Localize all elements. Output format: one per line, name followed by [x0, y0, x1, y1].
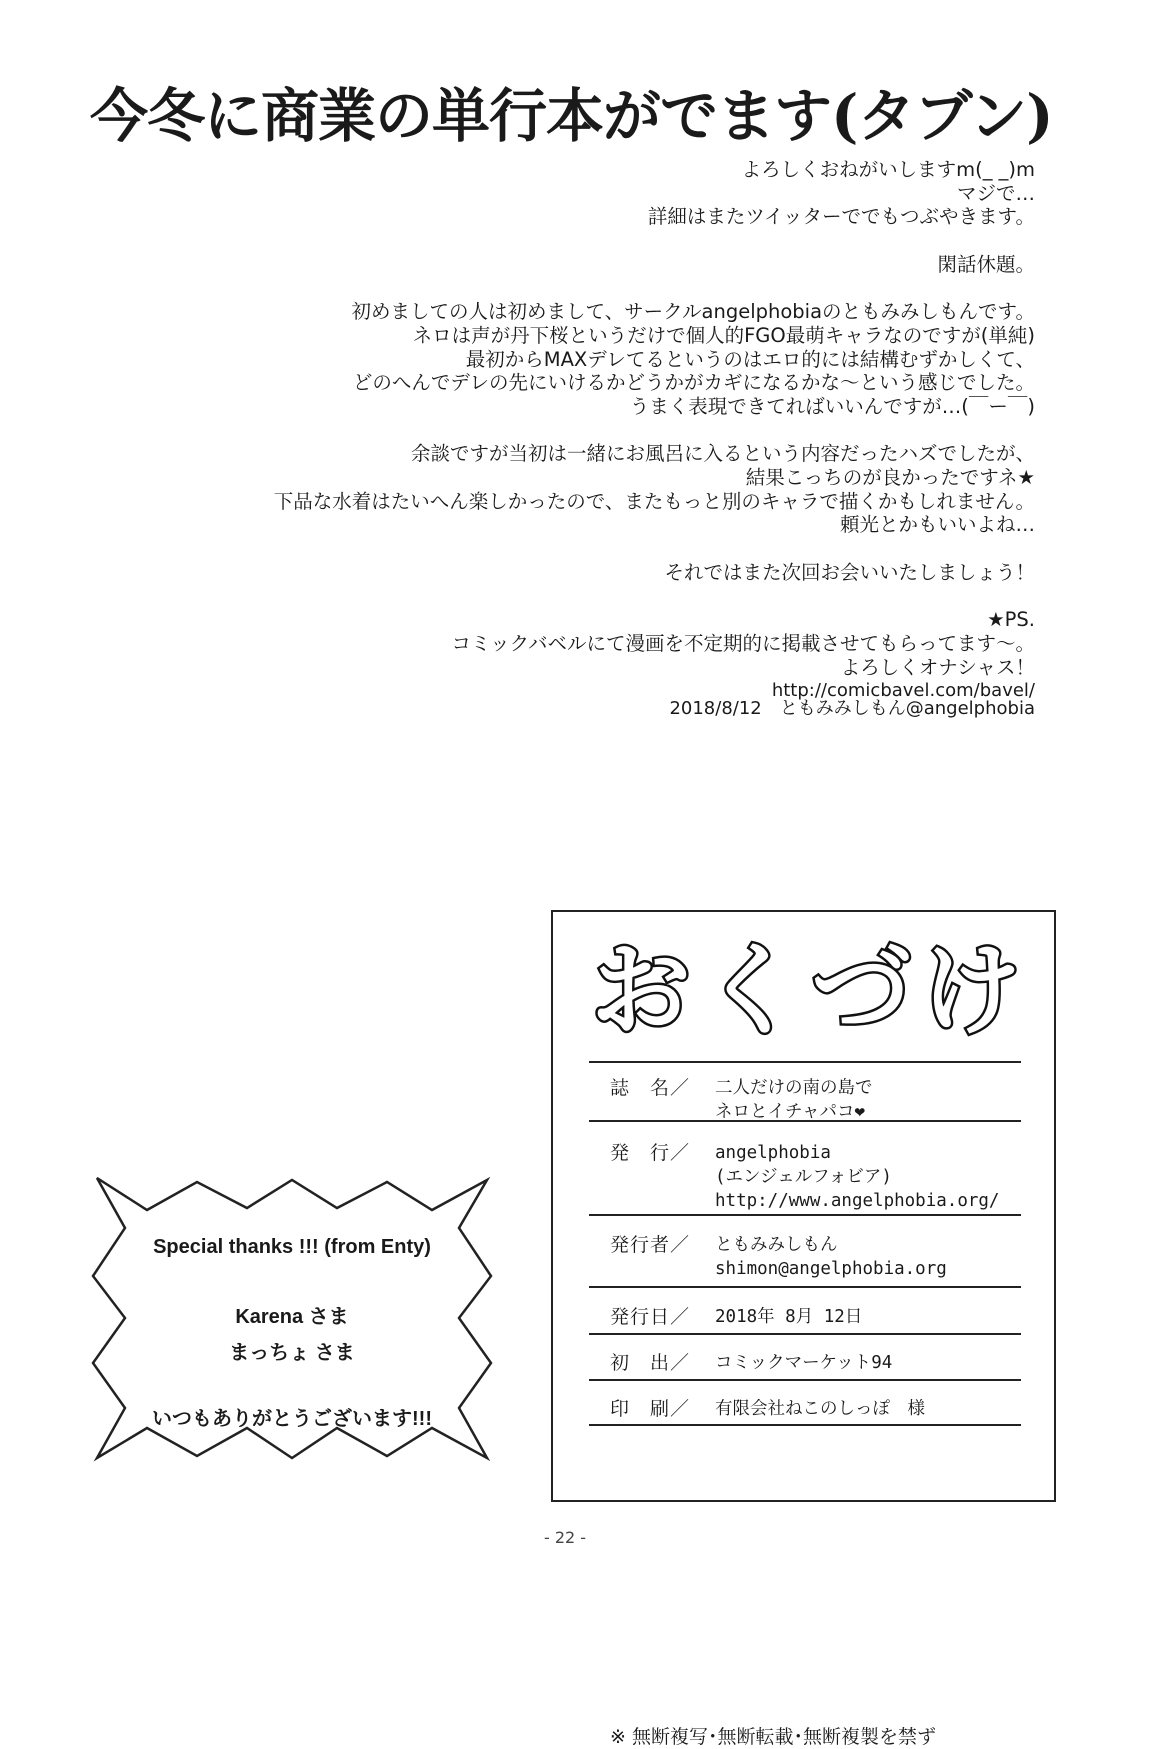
colophon-label: 誌 名／ — [610, 1077, 691, 1099]
afterword-line: 余談ですが当初は一緒にお風呂に入るという内容だったハズでしたが、 — [410, 442, 1035, 466]
colophon-label: 発行者／ — [610, 1234, 691, 1256]
colophon-value: shimon@angelphobia.org — [715, 1259, 947, 1279]
colophon-value: (エンジェルフォビア) — [715, 1167, 892, 1187]
line-gap — [95, 418, 1035, 442]
colophon-row — [610, 1305, 1030, 1329]
afterword-line: それではまた次回お会いいたしましょう！ — [664, 560, 1035, 584]
colophon-value: ネロとイチャパコ❤ — [715, 1102, 866, 1122]
divider — [589, 1424, 1021, 1426]
title-glyph: づ — [811, 931, 911, 1049]
title-glyph: く — [701, 931, 801, 1049]
signature-line: 2018/8/12 ともみみしもん@angelphobia — [669, 698, 1035, 719]
colophon-label: 発 行／ — [610, 1142, 691, 1164]
afterword-line: コミックバベルにて漫画を不定期的に掲載させてもらってます～。 — [451, 631, 1035, 655]
thanks-heading: Special thanks !!! (from Enty) — [153, 1236, 431, 1258]
line-gap — [95, 537, 1035, 561]
colophon-row — [610, 1397, 1030, 1421]
colophon-value: angelphobia — [715, 1143, 831, 1163]
colophon-value: コミックマーケット94 — [715, 1353, 893, 1373]
afterword-line: 頼光とかもいいよね… — [839, 513, 1035, 537]
divider — [589, 1061, 1021, 1063]
colophon-row — [610, 1351, 1030, 1375]
line-gap — [95, 229, 1035, 253]
colophon-label: 印 刷／ — [610, 1398, 691, 1420]
thanks-closing: いつもありがとうございます!!! — [152, 1408, 432, 1430]
afterword-line: よろしくオナシャス！ — [840, 655, 1035, 679]
title-glyph: お — [591, 931, 691, 1049]
line-gap — [95, 276, 1035, 300]
divider — [589, 1286, 1021, 1288]
divider — [589, 1379, 1021, 1381]
afterword-line: マジで… — [956, 181, 1035, 205]
page-title: 今冬に商業の単行本がでます(タブン) — [90, 82, 1053, 150]
colophon-row — [610, 1076, 1030, 1124]
colophon-row — [610, 1141, 1030, 1213]
thanks-name-1: Karena さま — [235, 1306, 349, 1328]
copyright-notice: ※ 無断複写･無断転載･無断複製を禁ず — [610, 1726, 936, 1748]
afterword-line: ★PS. — [987, 608, 1035, 632]
colophon-title — [591, 928, 1021, 1053]
colophon-label: 発行日／ — [610, 1306, 691, 1328]
page-number: - 22 - — [543, 1528, 587, 1547]
thanks-name-2: まっちょ さま — [229, 1342, 355, 1364]
afterword-text — [95, 158, 1035, 703]
afterword-line: うまく表現できてればいいんですが…(￣ー￣) — [629, 394, 1035, 418]
colophon-value: 2018年 8月 12日 — [715, 1307, 863, 1327]
afterword-line: 結果こっちのが良かったですネ★ — [745, 465, 1035, 489]
afterword-line: 閑話休題。 — [937, 252, 1035, 276]
colophon-label: 初 出／ — [610, 1352, 691, 1374]
afterword-line: どのへんでデレの先にいけるかどうかがカギになるかな～という感じでした。 — [352, 371, 1035, 395]
colophon-value: 二人だけの南の島で — [715, 1078, 873, 1098]
colophon-row — [610, 1233, 1030, 1281]
afterword-line: http://comicbavel.com/bavel/ — [771, 680, 1035, 702]
afterword-line: ネロは声が丹下桜というだけで個人的FGO最萌キャラなのですが(単純) — [412, 323, 1035, 347]
special-thanks-burst — [87, 1168, 497, 1468]
afterword-line: 下品な水着はたいへん楽しかったので、またもっと別のキャラで描くかもしれません。 — [273, 489, 1035, 513]
colophon-value: 有限会社ねこのしっぽ 様 — [715, 1399, 925, 1419]
title-glyph: け — [921, 931, 1021, 1049]
colophon-value: http://www.angelphobia.org/ — [715, 1191, 1000, 1211]
afterword-line: 初めましての人は初めまして、サークルangelphobiaのともみみしもんです。 — [351, 300, 1035, 324]
afterword-line: 最初からMAXデレてるというのはエロ的には結構むずかしくて、 — [465, 347, 1035, 371]
afterword-line: よろしくおねがいしますm(_ _)m — [741, 158, 1035, 181]
line-gap — [95, 584, 1035, 608]
afterword-line: 詳細はまたツイッターででもつぶやきます。 — [647, 205, 1035, 229]
divider — [589, 1333, 1021, 1335]
divider — [589, 1214, 1021, 1216]
colophon-value: ともみみしもん — [715, 1235, 838, 1255]
